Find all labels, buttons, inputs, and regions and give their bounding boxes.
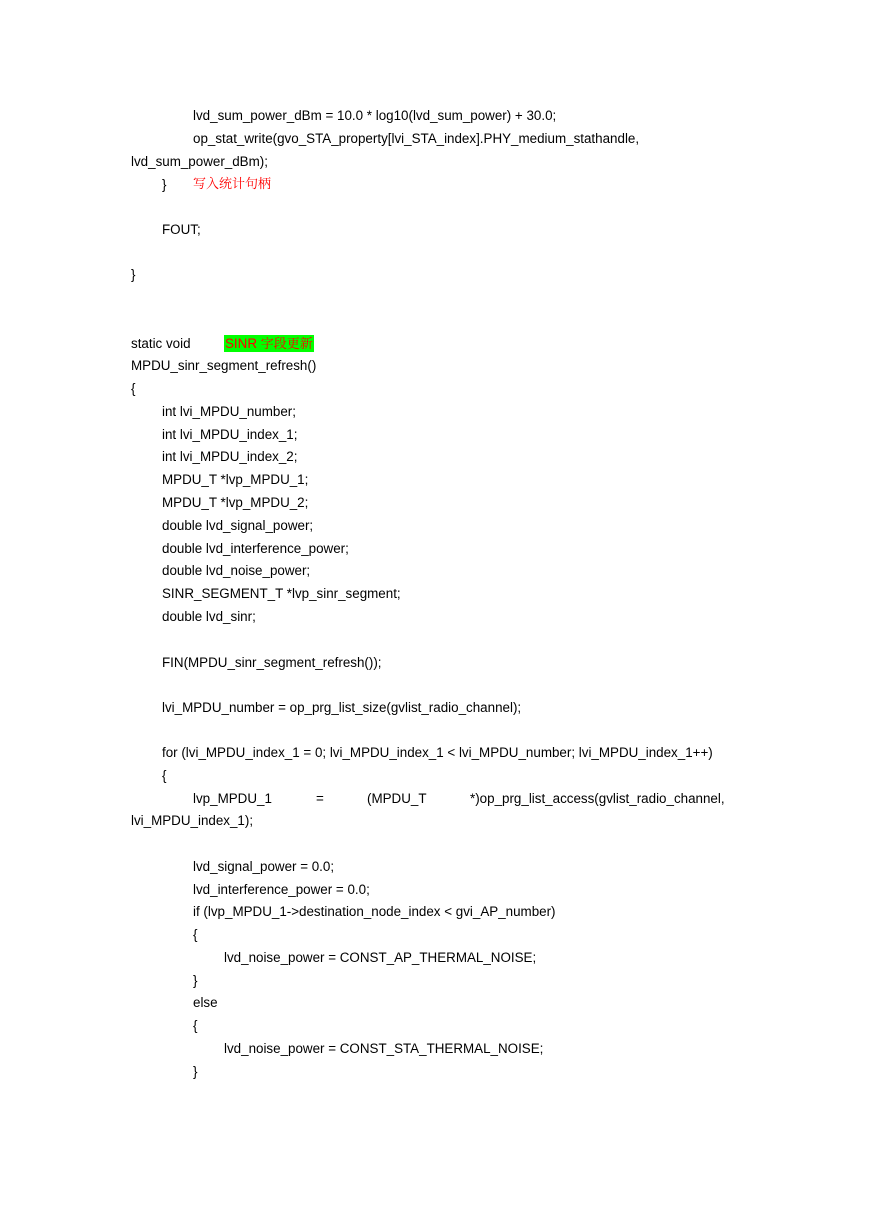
code-line: static void — [131, 336, 191, 351]
code-token: (MPDU_T — [367, 791, 427, 806]
code-decl: int lvi_MPDU_number; — [162, 404, 296, 419]
code-line: MPDU_sinr_segment_refresh() — [131, 358, 317, 373]
code-line: } — [162, 177, 167, 192]
code-line: lvd_signal_power = 0.0; — [193, 859, 335, 874]
code-decl: double lvd_noise_power; — [162, 563, 311, 578]
code-line: op_stat_write(gvo_STA_property[lvi_STA_index].PHY_medium_stathandle, — [193, 131, 640, 146]
code-line: { — [193, 927, 198, 942]
code-decl: double lvd_sinr; — [162, 609, 256, 624]
code-decl: int lvi_MPDU_index_1; — [162, 427, 298, 442]
code-token: lvp_MPDU_1 — [193, 791, 272, 806]
code-line: lvd_sum_power_dBm); — [131, 154, 268, 169]
code-decl: double lvd_signal_power; — [162, 518, 314, 533]
code-line: } — [193, 1064, 198, 1079]
code-line: lvd_noise_power = CONST_AP_THERMAL_NOISE; — [224, 950, 537, 965]
code-decl: MPDU_T *lvp_MPDU_2; — [162, 495, 309, 510]
code-line: for (lvi_MPDU_index_1 = 0; lvi_MPDU_index_1 < lvi_MPDU_number; lvi_MPDU_index_1++) — [162, 745, 713, 760]
code-decl: double lvd_interference_power; — [162, 541, 349, 556]
code-comment: 写入统计句柄 — [193, 177, 272, 192]
code-line: } — [193, 973, 198, 988]
code-token: *)op_prg_list_access(gvlist_radio_channel, — [470, 791, 725, 806]
code-decl: SINR_SEGMENT_T *lvp_sinr_segment; — [162, 586, 401, 601]
code-decl: MPDU_T *lvp_MPDU_1; — [162, 472, 309, 487]
highlight-cjk: 字段更新 — [260, 337, 313, 352]
code-token: = — [316, 791, 324, 806]
code-line: lvd_noise_power = CONST_STA_THERMAL_NOISE; — [224, 1041, 544, 1056]
code-line: } — [131, 267, 136, 282]
code-line: if (lvp_MPDU_1->destination_node_index < gvi_AP_number) — [193, 904, 556, 919]
code-line: { — [162, 768, 167, 783]
code-line: lvd_sum_power_dBm = 10.0 * log10(lvd_sum_power) + 30.0; — [193, 108, 557, 123]
code-line: else — [193, 995, 218, 1010]
code-line: { — [193, 1018, 198, 1033]
code-line: lvi_MPDU_index_1); — [131, 813, 254, 828]
highlight-prefix: SINR — [225, 336, 261, 351]
code-line: FOUT; — [162, 222, 201, 237]
code-decl: int lvi_MPDU_index_2; — [162, 449, 298, 464]
code-line: FIN(MPDU_sinr_segment_refresh()); — [162, 655, 382, 670]
highlighted-annotation — [224, 333, 314, 357]
code-line: lvd_interference_power = 0.0; — [193, 882, 370, 897]
code-line: lvi_MPDU_number = op_prg_list_size(gvlist_radio_channel); — [162, 700, 522, 715]
code-line: { — [131, 381, 136, 396]
